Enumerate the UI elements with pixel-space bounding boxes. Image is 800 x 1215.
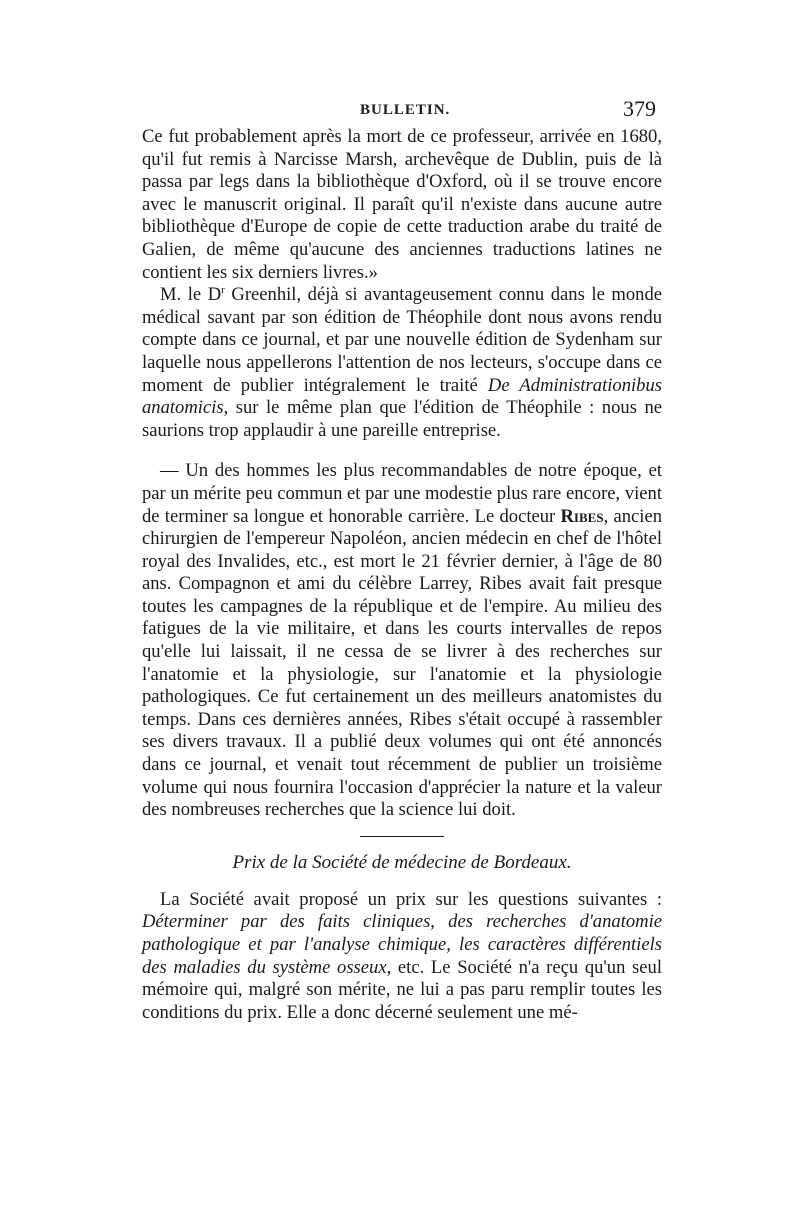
book-page xyxy=(142,96,662,1024)
paragraph-prize: La Société avait proposé un prix sur les questions suivantes : Déterminer par des faits cliniques, des recherches d'anatomie pathologique et par l'analyse chimique, les caractères différentiels des maladies du système osseux, etc. Le Société n'a reçu qu'un seul mémoire qui, malgré son mérite, ne lui a pas paru remplir toutes les conditions du prix. Elle a donc décerné seulement une mé- xyxy=(142,888,662,1023)
paragraph-obituary-ribes: — Un des hommes les plus recommandables de notre époque, et par un mérite peu commun et par une modestie plus rare encore, vient de terminer sa longue et honorable carrière. Le docteur Ribes, ancien chirurgien de l'empereur Napoléon, ancien médecin en chef de l'hôtel royal des Invalides, etc., est mort le 21 février dernier, à l'âge de 80 ans. Compagnon et ami du célèbre Larrey, Ribes avait fait presque toutes les campagnes de la république et de l'empire. Au milieu des fatigues de la vie militaire, et dans les courts intervalles de repos qu'elle lui laissait, il ne cessa de se livrer à des recherches sur l'anatomie et la physiologie, sur l'anatomie et la physiologie pathologiques. Ce fut certainement un des meilleurs anatomistes du temps. Dans ces dernières années, Ribes s'était occupé à rassembler ses divers travaux. Il a publié deux volumes qui ont été annoncés dans ce journal, et venait tout récemment de publier un troisième volume qui nous fournira l'occasion d'apprécier la nature et la valeur des nombreuses recherches que la science lui doit. xyxy=(142,460,662,821)
page-header xyxy=(142,96,662,126)
prize-question-italic: Déterminer par des faits cliniques, des recherches d'anatomie pathologique et par l'analyse chimique, les caractères différentiels des maladies du système osseux xyxy=(142,911,662,978)
paragraph-manuscript-history xyxy=(142,126,662,284)
section-heading: Prix de la Société de médecine de Bordeaux. xyxy=(232,851,572,873)
running-title: BULLETIN. xyxy=(360,102,451,118)
superscript: r xyxy=(221,283,225,296)
section-divider xyxy=(360,836,444,837)
book-title-italic: De Administrationibus anatomicis xyxy=(142,374,662,419)
page-number: 379 xyxy=(623,96,656,121)
name-smallcaps: Ribes xyxy=(560,505,604,527)
paragraph-text: Ce fut probablement après la mort de ce professeur, arrivée en 1680, qu'il fut remis à Narcisse Marsh, archevêque de Dublin, puis de là passa par legs dans la bibliothèque d'Oxford, où il se trouve encore avec le manuscrit original. Il paraît qu'il n'existe dans aucune autre bibliothèque d'Europe de copie de cette traduction arabe du traité de Galien, de même qu'aucune des anciennes traductions latines ne contient les six derniers livres.» xyxy=(142,126,662,283)
paragraph-greenhil: M. le $D^r$ Greenhil, déjà si avantageusement connu dans le monde médical savant par son édition de Théophile dont nous avons rendu compte dans ce journal, et par une nouvelle édition de Sydenham sur laquelle nous appellerons l'attention de nos lecteurs, s'occupe dans ce moment de publier intégralement le traité De Administrationibus anatomicis, sur le même plan que l'édition de Théophile : nous ne saurions trop applaudir à une pareille entreprise. xyxy=(142,283,662,441)
